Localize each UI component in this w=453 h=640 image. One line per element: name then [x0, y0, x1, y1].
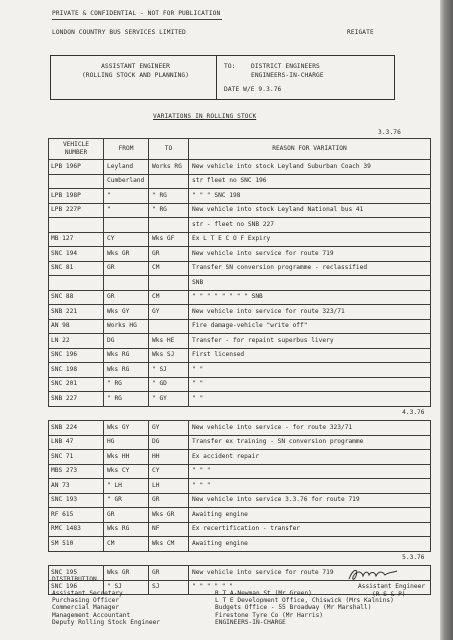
reason-cell: Transfer SN conversion programme - reclassified: [189, 261, 431, 276]
from-cell: Cumberland: [104, 174, 149, 189]
reason-cell: SNB: [189, 276, 431, 291]
header-divider: [216, 56, 217, 99]
table-row: [49, 174, 431, 189]
to-label: TO:: [224, 63, 236, 70]
reason-cell: " " " SNC 198: [189, 189, 431, 204]
table-row: [49, 493, 431, 508]
vehicle-cell: SNB 227: [49, 392, 104, 407]
to-header: TO: [149, 139, 189, 160]
recipient-item: Firestone Tyre Co (Mr Harris): [215, 611, 324, 619]
reason-cell: Ex recertification - transfer: [189, 522, 431, 537]
table-date: 3.3.76: [378, 129, 401, 136]
to-cell: Wks HE: [149, 334, 189, 349]
table-row: [49, 319, 431, 334]
from-cell: GR: [104, 261, 149, 276]
recipient-item: ENGINEERS-IN-CHARGE: [215, 618, 286, 626]
company-name: LONDON COUNTRY BUS SERVICES LIMITED: [52, 29, 186, 36]
vehicle-cell: RF 615: [49, 508, 104, 523]
table-row: [49, 203, 431, 218]
reason-cell: str - fleet no SNB 227: [189, 218, 431, 233]
reason-cell: " " " " " ": [189, 580, 431, 595]
table-row: [49, 551, 431, 566]
distribution-item: Management Accountant: [52, 611, 131, 619]
to-cell: [149, 276, 189, 291]
to-cell: GY: [149, 421, 189, 436]
from-header: FROM: [104, 139, 149, 160]
from-cell: Wks CY: [104, 464, 149, 479]
reason-cell: Transfer - for repaint superbus livery: [189, 334, 431, 349]
page-edge-shadow: [440, 0, 453, 640]
from-cell: [104, 276, 149, 291]
to-cell: SJ: [149, 580, 189, 595]
from-cell: " GR: [104, 493, 149, 508]
vehicle-cell: SNC 193: [49, 493, 104, 508]
from-cell: Wks RG: [104, 522, 149, 537]
reason-cell: " ": [189, 363, 431, 378]
to-cell: NF: [149, 522, 189, 537]
to-cell: GR: [149, 566, 189, 581]
reason-cell: Ex accident repair: [189, 450, 431, 465]
to-cell: " GD: [149, 377, 189, 392]
from-cell: HG: [104, 435, 149, 450]
table-row: [49, 334, 431, 349]
from-subtitle: (ROLLING STOCK AND PLANNING): [81, 72, 190, 79]
vehicle-cell: SNB 224: [49, 421, 104, 436]
reason-cell: First licensed: [189, 348, 431, 363]
table-row: [49, 392, 431, 407]
table-row: [49, 464, 431, 479]
to-recipient-2: ENGINEERS-IN-CHARGE: [251, 72, 324, 79]
from-cell: GR: [104, 290, 149, 305]
reason-cell: Fire damage-vehicle "write off": [189, 319, 431, 334]
reason-cell: Transfer ex training - SN conversion programme: [189, 435, 431, 450]
to-cell: CM: [149, 290, 189, 305]
location: REIGATE: [347, 29, 374, 36]
section-title: VARIATIONS IN ROLLING STOCK: [153, 113, 257, 120]
to-cell: [149, 551, 189, 566]
table-row: [49, 522, 431, 537]
reason-header: REASON FOR VARIATION: [189, 139, 431, 160]
from-cell: Works HG: [104, 319, 149, 334]
reason-cell: New vehicle into stock Leyland Suburban Coach 39: [189, 160, 431, 175]
header-box: [50, 55, 395, 100]
vehicle-cell: LNB 47: [49, 435, 104, 450]
to-cell: " GY: [149, 392, 189, 407]
vehicle-cell: SNC 196: [49, 580, 104, 595]
distribution-label: DISTRIBUTION: [52, 576, 97, 583]
table-row: [49, 537, 431, 552]
to-cell: HH: [149, 450, 189, 465]
from-cell: Wks GY: [104, 421, 149, 436]
to-cell: CM: [149, 261, 189, 276]
vehicle-cell: SNC 88: [49, 290, 104, 305]
table-row: [49, 363, 431, 378]
vehicle-cell: [49, 276, 104, 291]
from-cell: GR: [104, 508, 149, 523]
reason-cell: " " ": [189, 464, 431, 479]
reason-cell: New vehicle into service - for route 323/71: [189, 421, 431, 436]
to-cell: [149, 218, 189, 233]
to-cell: [149, 174, 189, 189]
vehicle-cell: LPB 198P: [49, 189, 104, 204]
from-cell: Wks GR: [104, 247, 149, 262]
recipient-item: L T E Development Office, Chiswick (Mrs Kalnins): [215, 597, 394, 605]
from-cell: Wks GR: [104, 566, 149, 581]
vehicle-cell: SNC 198: [49, 363, 104, 378]
reason-cell: " ": [189, 392, 431, 407]
recipient-item: Budgets Office - 55 Broadway (Mr Marshall): [215, 604, 372, 612]
vehicle-cell: SNC 201: [49, 377, 104, 392]
to-cell: Wks GF: [149, 232, 189, 247]
date-line: DATE W/E 9.3.76: [224, 86, 282, 93]
vehicle-header: VEHICLE NUMBER: [49, 139, 104, 160]
from-cell: [104, 406, 149, 421]
to-cell: [149, 406, 189, 421]
reason-cell: " " " " " " " " SNB: [189, 290, 431, 305]
vehicle-cell: AN 98: [49, 319, 104, 334]
table-row: [49, 276, 431, 291]
table-row: [49, 247, 431, 262]
distribution-item: Assistant Secretary: [52, 590, 123, 597]
reason-cell: " ": [189, 377, 431, 392]
reason-cell: Awaiting engine: [189, 537, 431, 552]
table-row: [49, 406, 431, 421]
from-cell: " RG: [104, 377, 149, 392]
to-cell: Wks CM: [149, 537, 189, 552]
vehicle-cell: SM 510: [49, 537, 104, 552]
table-row: [49, 479, 431, 494]
distribution-list: [52, 590, 160, 626]
reason-cell: New vehicle into service 3.3.76 for route 719: [189, 493, 431, 508]
table-header-row: [49, 139, 431, 160]
to-cell: Wks SJ: [149, 348, 189, 363]
table-row: [49, 508, 431, 523]
signature: [345, 566, 400, 584]
vehicle-cell: SNC 194: [49, 247, 104, 262]
to-cell: " RG: [149, 189, 189, 204]
from-cell: Wks RG: [104, 348, 149, 363]
table-row: [49, 348, 431, 363]
reason-cell: 5.3.76: [189, 551, 431, 566]
table-row: [49, 305, 431, 320]
signer-title: Assistant Engineer: [358, 583, 426, 590]
from-cell: ": [104, 203, 149, 218]
table-row: [49, 421, 431, 436]
reason-cell: Awaiting engine: [189, 508, 431, 523]
from-cell: DG: [104, 334, 149, 349]
vehicle-cell: LPB 196P: [49, 160, 104, 175]
vehicle-cell: SNC 71: [49, 450, 104, 465]
from-cell: Leyland: [104, 160, 149, 175]
from-title: ASSISTANT ENGINEER: [101, 63, 170, 70]
vehicle-cell: SNC 195: [49, 566, 104, 581]
vehicle-cell: SNB 221: [49, 305, 104, 320]
reason-cell: New vehicle into stock Leyland National bus 41: [189, 203, 431, 218]
confidential-notice: PRIVATE & CONFIDENTIAL - NOT FOR PUBLICATION: [52, 10, 221, 17]
from-cell: Wks RG: [104, 363, 149, 378]
vehicle-cell: LN 22: [49, 334, 104, 349]
table-row: [49, 435, 431, 450]
distribution-item: Deputy Rolling Stock Engineer: [52, 618, 161, 626]
from-cell: " SJ: [104, 580, 149, 595]
table-row: [49, 160, 431, 175]
to-cell: GR: [149, 493, 189, 508]
vehicle-cell: [49, 174, 104, 189]
from-cell: Wks HH: [104, 450, 149, 465]
reason-cell: New vehicle into service for route 719: [189, 566, 431, 581]
table-row: [49, 232, 431, 247]
to-recipient-1: DISTRICT ENGINEERS: [251, 63, 320, 70]
table-row: [49, 218, 431, 233]
from-cell: [104, 218, 149, 233]
vehicle-cell: [49, 551, 104, 566]
table-row: [49, 290, 431, 305]
to-cell: DG: [149, 435, 189, 450]
distribution-item: Purchasing Officer: [52, 597, 120, 605]
to-cell: Wks GR: [149, 508, 189, 523]
to-cell: " RG: [149, 203, 189, 218]
vehicle-cell: SNC 196: [49, 348, 104, 363]
recipient-list: [215, 590, 394, 626]
to-cell: [149, 319, 189, 334]
reason-cell: str fleet no SNC 196: [189, 174, 431, 189]
from-cell: ": [104, 189, 149, 204]
vehicle-cell: MB 127: [49, 232, 104, 247]
from-cell: CY: [104, 232, 149, 247]
reason-cell: 4.3.76: [189, 406, 431, 421]
vehicle-cell: SNC 81: [49, 261, 104, 276]
reason-cell: Ex L T E C O F Expiry: [189, 232, 431, 247]
recipient-item: R T A-Newman St (Mr Green): [215, 590, 312, 597]
table-row: [49, 377, 431, 392]
from-cell: [104, 551, 149, 566]
to-cell: GR: [149, 247, 189, 262]
from-cell: " LH: [104, 479, 149, 494]
to-cell: CY: [149, 464, 189, 479]
reason-cell: New vehicle into service for route 323/71: [189, 305, 431, 320]
to-cell: GY: [149, 305, 189, 320]
from-cell: Wks GY: [104, 305, 149, 320]
to-cell: " SJ: [149, 363, 189, 378]
distribution-item: Commercial Manager: [52, 604, 120, 612]
confidential-underline: [52, 19, 222, 20]
table-row: [49, 189, 431, 204]
vehicle-cell: LPB 227P: [49, 203, 104, 218]
to-cell: LH: [149, 479, 189, 494]
vehicle-cell: AN 73: [49, 479, 104, 494]
reason-cell: New vehicle into service for route 719: [189, 247, 431, 262]
from-cell: " RG: [104, 392, 149, 407]
vehicle-cell: [49, 406, 104, 421]
from-cell: CM: [104, 537, 149, 552]
to-cell: Works RG: [149, 160, 189, 175]
reason-cell: " " ": [189, 479, 431, 494]
variations-table: [48, 138, 431, 595]
table-row: [49, 450, 431, 465]
vehicle-cell: RMC 1483: [49, 522, 104, 537]
table-row: [49, 261, 431, 276]
vehicle-cell: MBS 273: [49, 464, 104, 479]
vehicle-cell: [49, 218, 104, 233]
signer-subtitle: (R S & P): [372, 591, 406, 598]
